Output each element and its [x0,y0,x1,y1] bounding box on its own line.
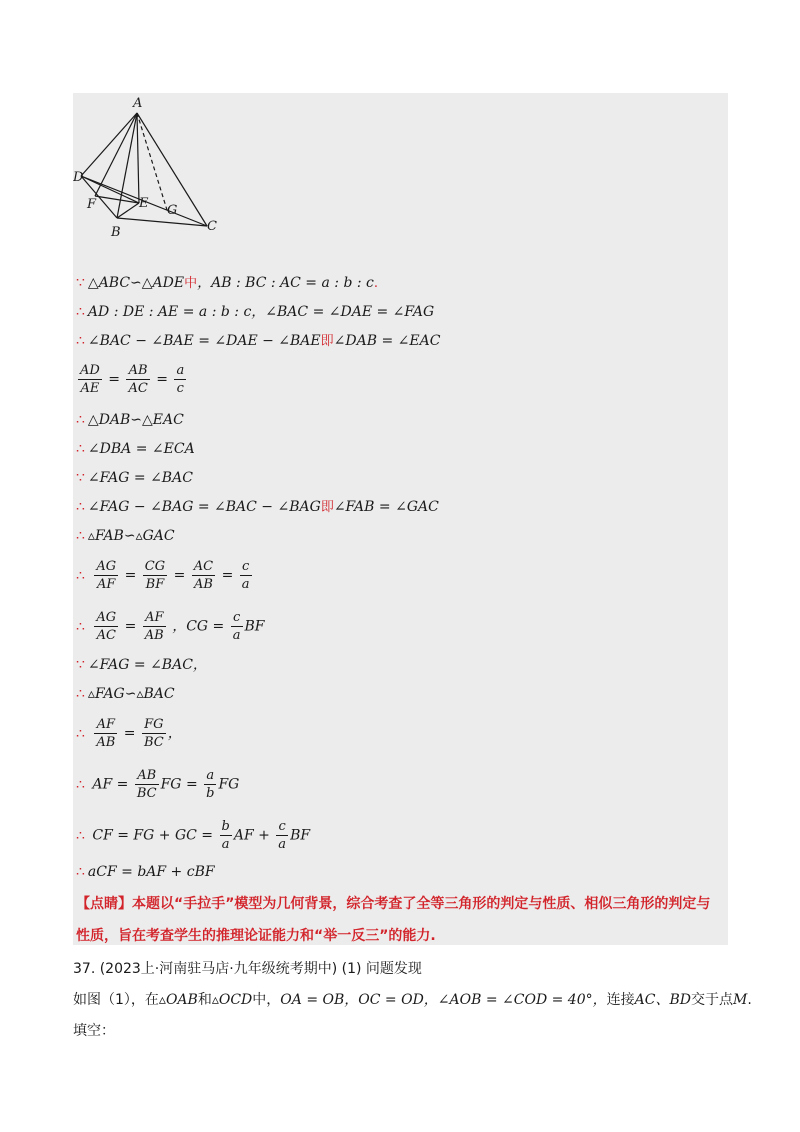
problem-header: 37. (2023上·河南驻马店·九年级统考期中) (1) 问题发现 [73,961,422,977]
step-12: ∵ ∠FAG = ∠BAC， [76,657,207,673]
step-13: ∴ ▵FAG∽▵BAC [76,686,175,702]
problem-statement: 如图（1），在▵OAB和▵OCD中，OA = OB，OC = OD，∠AOB = ∠COD = 40°，连接AC、BD交于点M. [73,992,752,1008]
step-17: ∴ aCF = bAF + cBF [76,864,215,880]
therefore-symbol: ∴ [76,499,85,515]
step-2: ∴ AD : DE : AE = a : b : c，∠BAC = ∠DAE = ∠FAG [76,304,435,320]
therefore-symbol: ∴ [76,567,85,584]
step-1: ∵ △ABC∽△ADE中，AB : BC : AC = a : b : c. [76,275,379,291]
label-D: D [73,170,84,185]
step-11: ∴ $\frac{AG}{AC}$ = $\frac{AF}{AB}$ ，CG = $\frac{c}{a}$ BF [76,610,265,643]
step-6: ∴ ∠DBA = ∠ECA [76,441,195,457]
step-14: ∴ $\frac{AF}{AB}$ = $\frac{FG}{BC}$ ， [76,717,182,750]
step-3: ∴ ∠BAC − ∠BAE = ∠DAE − ∠BAE即∠DAB = ∠EAC [76,333,441,349]
therefore-symbol: ∴ [76,304,85,320]
because-symbol: ∵ [76,275,85,291]
therefore-symbol: ∴ [76,686,85,702]
therefore-symbol: ∴ [76,412,85,428]
therefore-symbol: ∴ [76,528,85,544]
key-point-note: 【点睛】本题以“手拉手”模型为几何背景，综合考查了全等三角形的判定与性质、相似三角形的判定与性质，旨在考查学生的推理论证能力和“举一反三”的能力. [76,896,711,944]
because-symbol: ∵ [76,470,85,486]
step-10: ∴ $\frac{AG}{AF}$ = $\frac{CG}{BF}$ = $\frac{AC}{AB}$ = $\frac{c}{a}$ [76,559,250,592]
step-8: ∴ ∠FAG − ∠BAG = ∠BAC − ∠BAG即∠FAB = ∠GAC [76,499,439,515]
therefore-symbol: ∴ [76,618,85,635]
step-4: $\frac{AD}{AE}$ = $\frac{AB}{AC}$ = $\frac{a}{c}$ [80,363,185,396]
step-5: ∴ △DAB∽△EAC [76,412,184,428]
therefore-symbol: ∴ [76,776,85,793]
segment-AE [137,113,139,203]
step-16: ∴ CF = FG + GC = $\frac{b}{a}$ AF + $\frac{c}{a}$ BF [76,819,311,852]
segment-BC [117,218,207,226]
step-15: ∴ AF = $\frac{AB}{BC}$ FG = $\frac{a}{b}$ FG [76,768,240,801]
geometry-figure [73,93,233,243]
label-B: B [111,225,121,240]
label-C: C [207,219,217,234]
therefore-symbol: ∴ [76,333,85,349]
therefore-symbol: ∴ [76,827,85,844]
label-F: F [87,197,97,212]
therefore-symbol: ∴ [76,864,85,880]
step-9: ∴ ▵FAB∽▵GAC [76,528,175,544]
therefore-symbol: ∴ [76,725,85,742]
label-G: G [167,203,178,218]
label-E: E [139,196,149,211]
label-A: A [133,96,143,111]
therefore-symbol: ∴ [76,441,85,457]
step-7: ∵ ∠FAG = ∠BAC [76,470,193,486]
segment-AD [81,113,137,176]
segment-BE [117,203,139,218]
because-symbol: ∵ [76,657,85,673]
fill-in-label: 填空： [73,1023,115,1039]
